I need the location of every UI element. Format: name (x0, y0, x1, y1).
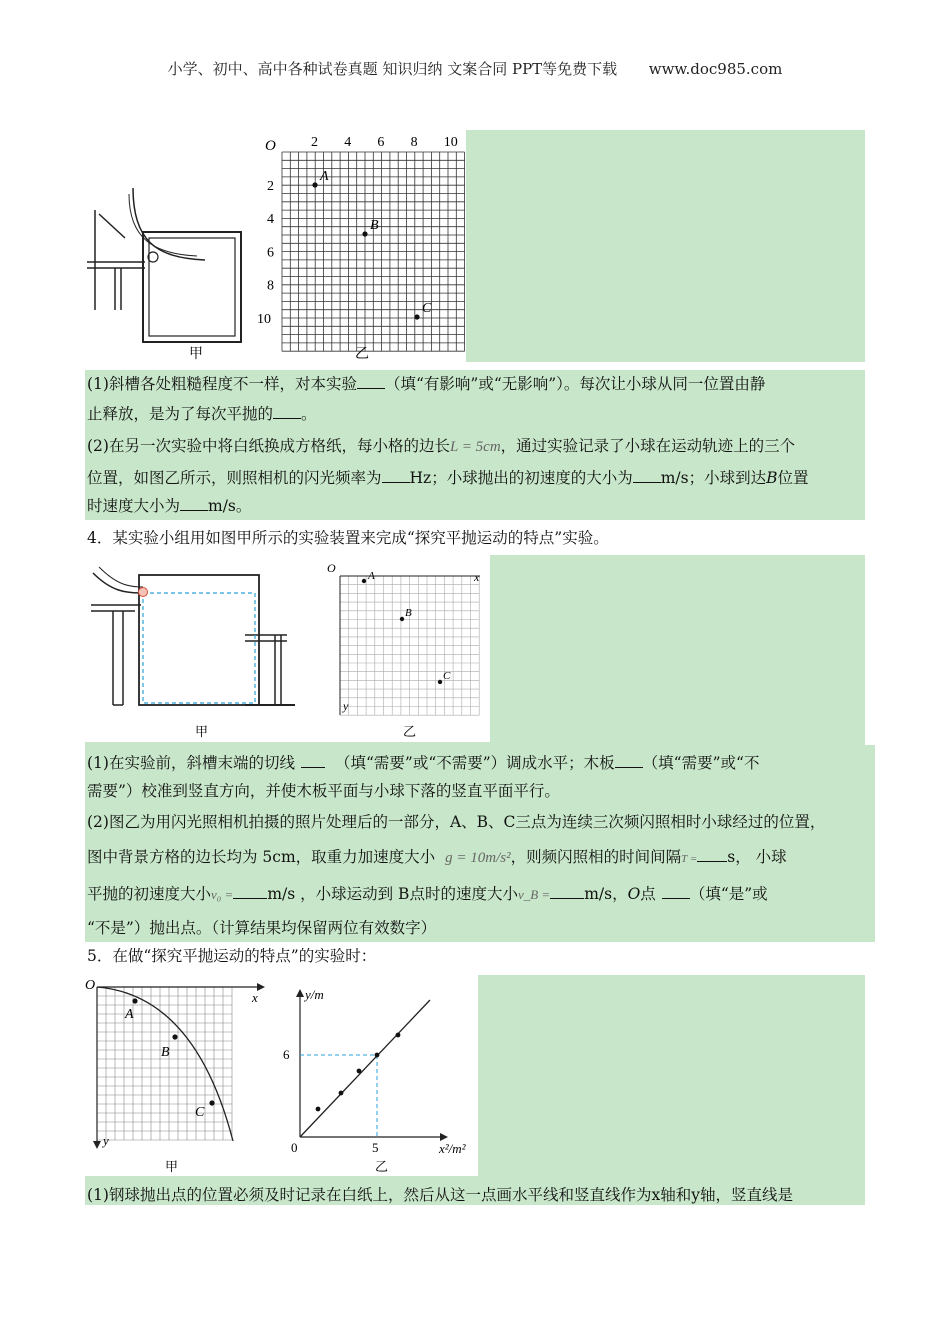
q5-graph-point (357, 1069, 362, 1074)
q3-cap-left: 甲 (189, 347, 203, 362)
q3-blank-3[interactable] (382, 468, 410, 483)
q3-x-tick: 10 (443, 135, 458, 150)
q5-point-c (209, 1100, 214, 1105)
q5-point-a (132, 998, 137, 1003)
q4-point-b (400, 617, 404, 621)
q4-label-c: C (443, 670, 451, 682)
q3-x-tick: 4 (344, 135, 352, 150)
q4-point-a (362, 579, 366, 583)
q5-title: 5．在做“探究平抛运动的特点”的实验时： (87, 947, 377, 965)
q4-blank-6[interactable] (662, 884, 690, 899)
q5-label-b: B (161, 1045, 170, 1060)
q4-p2-line3: 平抛的初速度大小v₀ = m/s ，小球运动到 B点时的速度大小v_B = m/s，O点 （填“是”或 (87, 885, 768, 903)
q3-y-tick: 6 (267, 245, 274, 261)
q4-blank-2[interactable] (615, 753, 643, 768)
q3-point-c (414, 314, 419, 319)
q4-p2-line2: 图中背景方格的边长均为 5cm，取重力加速度大小 g = 10m/s²，则频闪照相的时间间隔T = s， 小球 (87, 848, 787, 866)
q3-blank-4[interactable] (633, 468, 661, 483)
q3-label-b: B (370, 218, 379, 233)
q3-y-tick: 8 (267, 278, 274, 294)
q5-cap-left: 甲 (165, 1159, 179, 1174)
q4-cap-left: 甲 (195, 724, 209, 739)
q4-p1-line1: (1)在实验前，斜槽末端的切线 （填“需要”或“不需要”）调成水平；木板 （填“需要”或“不 (87, 754, 760, 772)
q4-y-label: y (343, 699, 349, 713)
q4-ball (139, 588, 148, 597)
q4-blank-3[interactable] (697, 847, 727, 862)
q4-figure (85, 555, 490, 742)
q5-graph-zero: 0 (291, 1140, 298, 1155)
q5-graph-point (316, 1107, 321, 1112)
q3-point-b (362, 231, 367, 236)
q3-point-a (312, 182, 317, 187)
q5-origin: O (85, 978, 96, 993)
q5-graph-ylabel: y/m (305, 987, 324, 1002)
header-text: 小学、初中、高中各种试卷真题 知识归纳 文案合同 PPT等免费下载 (167, 60, 618, 78)
q3-x-tick: 8 (410, 135, 418, 150)
q3-blank-1[interactable] (357, 374, 385, 389)
page-header (0, 58, 950, 79)
q3-p1-line2: 止释放，是为了每次平抛的 。 (87, 405, 317, 423)
q5-graph-x5: 5 (372, 1140, 379, 1155)
q3-figure (85, 130, 466, 362)
q5-graph-point (375, 1053, 380, 1058)
q4-label-a: A (368, 570, 375, 582)
q3-p2-line3: 时速度大小为 m/s。 (87, 497, 252, 515)
q4-blank-4[interactable] (233, 884, 267, 899)
q3-p2-line2: 位置，如图乙所示，则照相机的闪光频率为 Hz；小球抛出的初速度的大小为 m/s；小球到达B位置 (87, 469, 809, 487)
q4-p2-line4: “不是”）抛出点。（计算结果均保留两位有效数字） (87, 919, 437, 937)
q4-p1-line2: 需要”）校准到竖直方向，并使木板平面与小球下落的竖直平面平行。 (87, 782, 560, 800)
q5-graph-xlabel: x²/m² (439, 1141, 466, 1156)
q5-graph-point (396, 1033, 401, 1038)
q5-graph-point (339, 1091, 344, 1096)
q3-p1-line1: (1)斜槽各处粗糙程度不一样，对本实验 （填“有影响”或“无影响”）。每次让小球从同一位置由静 (87, 375, 766, 393)
q3-cap-right: 乙 (355, 347, 369, 362)
q5-graph-y6: 6 (283, 1047, 290, 1062)
q3-y-tick: 10 (257, 311, 271, 327)
q4-x-label: x (474, 570, 480, 584)
q4-origin: O (327, 561, 336, 575)
q5-label-a: A (125, 1007, 134, 1022)
q3-x-tick: 2 (311, 135, 318, 150)
q3-p2-line1: (2)在另一次实验中将白纸换成方格纸，每小格的边长L = 5cm，通过实验记录了小球在运动轨迹上的三个 (87, 437, 796, 455)
q3-x-tick: 6 (377, 135, 385, 150)
q5-point-b (172, 1034, 177, 1039)
q5-y-label: y (103, 1133, 109, 1148)
q3-y-tick: 2 (267, 179, 274, 194)
q4-cap-right: 乙 (403, 724, 417, 739)
q3-blank-5[interactable] (180, 496, 208, 511)
q5-p1: (1)钢球抛出点的位置必须及时记录在白纸上，然后从这一点画水平线和竖直线作为x轴和y轴，竖直线是 (87, 1186, 793, 1204)
q3-blank-2[interactable] (273, 404, 301, 419)
q3-label-c: C (422, 301, 432, 316)
q4-blank-1[interactable] (301, 753, 325, 768)
q5-figure (85, 975, 478, 1176)
q4-title: 4．某实验小组用如图甲所示的实验装置来完成“探究平抛运动的特点”实验。 (87, 529, 609, 547)
header-url[interactable]: www.doc985.com (648, 60, 783, 78)
q4-point-c (438, 680, 442, 684)
q3-y-tick: 4 (267, 212, 274, 228)
q3-label-a: A (320, 169, 329, 184)
q4-p2-line1: (2)图乙为用闪光照相机拍摄的照片处理后的一部分，A、B、C三点为连续三次频闪照相时小球经过的位置， (87, 813, 826, 831)
q4-label-b: B (405, 607, 412, 619)
q5-x-label: x (252, 990, 258, 1005)
q4-blank-5[interactable] (550, 884, 584, 899)
q5-label-c: C (195, 1105, 205, 1120)
q5-cap-right: 乙 (375, 1159, 389, 1174)
q3-origin: O (265, 138, 276, 154)
